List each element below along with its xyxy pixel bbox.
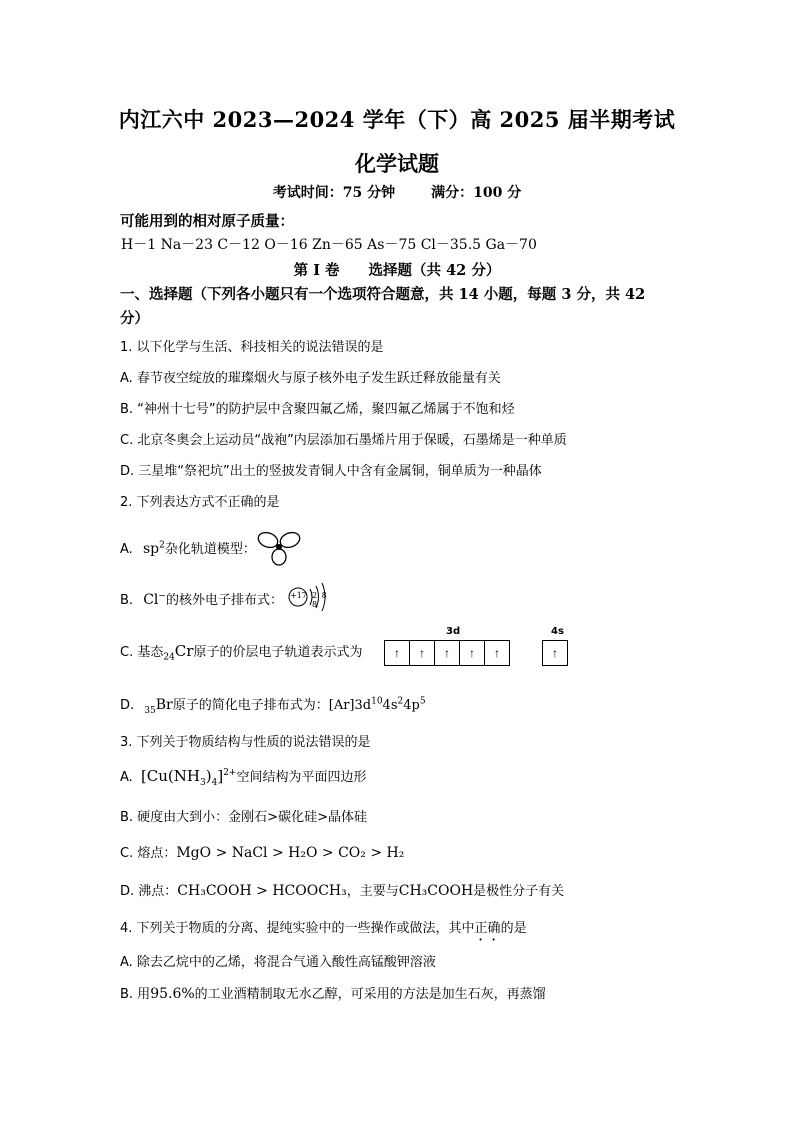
q2-option-d — [120, 694, 426, 716]
cl-ion-formula — [143, 592, 166, 608]
br-atomic-number: 35 — [144, 705, 156, 716]
q4-option-a: A. 除去乙烷中的乙烯，将混合气通入酸性高锰酸钾溶液 — [120, 955, 436, 970]
sp2-orbital-model-icon — [256, 528, 302, 566]
cl-sup: − — [158, 591, 166, 602]
orbital-4s-box — [542, 640, 568, 666]
q2-option-b — [120, 589, 283, 608]
config-sup: 2 — [397, 696, 404, 707]
q2-a-text: 杂化轨道模型： — [164, 542, 256, 557]
option-prefix: B. 用 — [120, 987, 151, 1002]
q3-option-a — [120, 766, 366, 788]
q4-option-b — [120, 983, 546, 1002]
br-config — [329, 698, 426, 713]
q2-option-a — [120, 538, 256, 557]
option-prefix: D. 沸点： — [120, 884, 178, 899]
config-sup: 10 — [371, 696, 383, 707]
q4-stem-emphasis: 正确 — [474, 921, 501, 936]
orbital-3d-3: ↑ — [435, 641, 460, 665]
cl-text: Cl — [143, 592, 159, 608]
sp-text: sp — [142, 541, 160, 557]
sp-sup: 2 — [159, 540, 165, 551]
option-letter: D. — [120, 698, 135, 713]
exam-title: 内江六中 2023—2024 学年（下）高 2025 届半期考试 — [118, 107, 676, 132]
config-part: [Ar]3d — [328, 698, 372, 713]
orbital-3d-5: ↑ — [494, 646, 500, 660]
complex-part: ) — [205, 767, 212, 785]
orbital-3d-2: ↑ — [410, 641, 435, 665]
q3-d-text-2: 是极性分子有关 — [473, 884, 565, 899]
q2-stem: 2. 下列表达方式不正确的是 — [120, 495, 280, 510]
orbital-3d-1: ↑ — [385, 641, 410, 665]
q1-option-d: D. 三星堆“祭祀坑”出土的竖披发青铜人中含有金属铜，铜单质为一种晶体 — [120, 464, 542, 479]
q3-option-d — [120, 880, 564, 899]
q2-c-text: 原子的价层电子轨道表示式为 — [193, 645, 363, 660]
cl-atomic-structure-diagram — [286, 581, 332, 613]
boiling-point-order: CH₃COOH > HCOOCH₃ — [177, 883, 347, 899]
q3-option-b: B. 硬度由大到小：金刚石>碳化硅>晶体硅 — [120, 810, 367, 825]
config-sup: 5 — [419, 696, 426, 707]
exam-time: 考试时间：75 分钟 — [272, 185, 396, 201]
q1-option-a: A. 春节夜空绽放的璀璨烟火与原子核外电子发生跃迁释放能量有关 — [120, 371, 501, 386]
atomic-mass-values: H－1 Na－23 C－12 O－16 Zn－65 As－75 Cl－35.5 Ga－70 — [121, 237, 537, 253]
q4-stem-end: 的是 — [500, 921, 527, 936]
acetic-acid-formula: CH₃COOH — [398, 883, 474, 899]
option-letter: A. — [120, 770, 133, 785]
atomic-mass-label: 可能用到的相对原子质量： — [120, 213, 294, 230]
q4-stem — [120, 917, 527, 944]
q2-d-text: 原子的简化电子排布式为： — [172, 698, 329, 713]
q2-b-text: 的核外电子排布式： — [165, 593, 283, 608]
config-part: 4s — [382, 698, 398, 713]
option-letter: A. — [120, 542, 133, 557]
melting-point-order: MgO > NaCl > H₂O > CO₂ > H₂ — [176, 845, 405, 861]
cu-complex-formula: $[Cu(NH_3)_4]^{2+}$ — [140, 767, 237, 788]
ethanol-percentage: 95.6% — [150, 986, 195, 1002]
cr-atomic-number: 24 — [163, 652, 175, 663]
full-score: 满分：100 分 — [431, 185, 522, 201]
section-heading-line2: 分） — [120, 310, 149, 327]
complex-charge: 2+ — [223, 768, 237, 778]
exam-meta — [0, 182, 794, 202]
label-3d: 3d — [446, 626, 461, 637]
q4-b-text: 的工业酒精制取无水乙醇，可采用的方法是加生石灰，再蒸馏 — [194, 987, 546, 1002]
electron-shells: 2 8 8 — [312, 591, 328, 609]
cr-symbol: Cr — [174, 642, 194, 660]
q4-stem-start: 4. 下列关于物质的分离、提纯实验中的一些操作或做法，其中 — [120, 921, 475, 936]
section-heading-line1: 一、选择题（下列各小题只有一个选项符合题意，共 14 小题，每题 3 分，共 42 — [120, 286, 646, 303]
orbital-3d-box — [384, 640, 510, 666]
complex-part: Cu(NH — [146, 767, 200, 785]
complex-sub: 4 — [211, 778, 218, 788]
nucleus-charge: +17 — [290, 591, 307, 600]
q3-a-text: 空间结构为平面四边形 — [236, 770, 367, 785]
q3-d-text-1: ，主要与 — [346, 884, 399, 899]
orbital-4s-1: ↑ — [552, 646, 558, 660]
section-title: 第 I 卷 选择题（共 42 分） — [293, 262, 501, 279]
config-part: 4p — [403, 698, 420, 713]
q2-option-c — [120, 641, 362, 663]
option-prefix: C. 基态 — [120, 645, 164, 660]
exam-subtitle: 化学试题 — [355, 151, 439, 176]
q1-stem: 1. 以下化学与生活、科技相关的说法错误的是 — [120, 340, 384, 355]
q3-stem: 3. 下列关于物质结构与性质的说法错误的是 — [120, 735, 371, 750]
sp-formula — [143, 541, 165, 557]
option-letter: B. — [120, 593, 134, 608]
orbital-3d-4: ↑ — [460, 641, 485, 665]
label-4s: 4s — [551, 626, 564, 637]
q1-option-c: C. 北京冬奥会上运动员“战袍”内层添加石墨烯片用于保暖，石墨烯是一种单质 — [120, 433, 567, 448]
complex-sub: 3 — [200, 778, 206, 788]
q1-option-b: B. “神州十七号”的防护层中含聚四氟乙烯，聚四氟乙烯属于不饱和烃 — [120, 402, 515, 417]
br-symbol: Br — [155, 697, 173, 713]
q3-option-c — [120, 842, 404, 861]
option-prefix: C. 熔点： — [120, 846, 177, 861]
